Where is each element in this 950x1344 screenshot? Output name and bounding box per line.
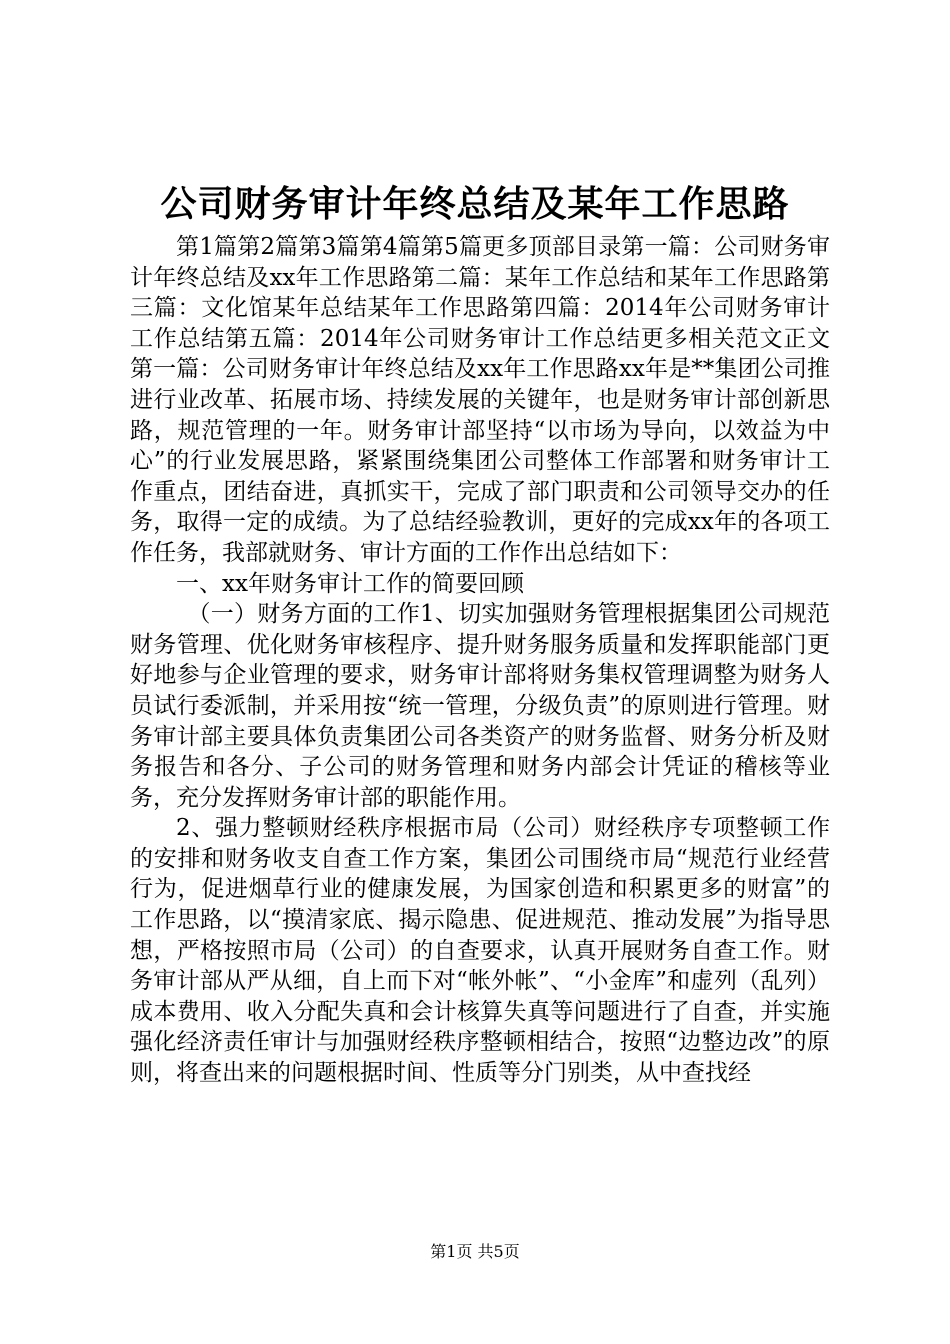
document-body [130, 232, 830, 1089]
paragraph-finance-work: （一）财务方面的工作1、切实加强财务管理根据集团公司规范财务管理、优化财务审核程序、提升财务服务质量和发挥职能部门更好地参与企业管理的要求，财务审计部将财务集权管理调整为财务人员试行委派制，并采用按“统一管理，分级负责”的原则进行管理。财务审计部主要具体负责集团公司各类资产的财务监督、财务分析及财务报告和各分、子公司的财务管理和财务内部会计凭证的稽核等业务，充分发挥财务审计部的职能作用。 [130, 601, 830, 811]
paragraph-intro: 第1篇第2篇第3篇第4篇第5篇更多顶部目录第一篇：公司财务审计年终总结及xx年工作思路第二篇：某年工作总结和某年工作思路第三篇：文化馆某年总结某年工作思路第四篇：2014年公司财务审计工作总结第五篇：2014年公司财务审计工作总结更多相关范文正文第一篇：公司财务审计年终总结及xx年工作思路xx年是**集团公司推进行业改革、拓展市场、持续发展的关键年，也是财务审计部创新思路，规范管理的一年。财务审计部坚持“以市场为导向，以效益为中心”的行业发展思路，紧紧围绕集团公司整体工作部署和财务审计工作重点，团结奋进，真抓实干，完成了部门职责和公司领导交办的任务，取得一定的成绩。为了总结经验教训，更好的完成xx年的各项工作任务，我部就财务、审计方面的工作作出总结如下： [130, 234, 830, 566]
document-title: 公司财务审计年终总结及某年工作思路 [160, 183, 790, 225]
page-footer: 第1页 共5页 [430, 1242, 520, 1261]
paragraph-section-heading: 一、xx年财务审计工作的简要回顾 [176, 570, 524, 597]
paragraph-financial-order: 2、强力整顿财经秩序根据市局（公司）财经秩序专项整顿工作的安排和财务收支自查工作方案，集团公司围绕市局“规范行业经营行为，促进烟草行业的健康发展，为国家创造和积累更多的财富”的工作思路，以“摸清家底、揭示隐患、促进规范、推动发展”为指导思想，严格按照市局（公司）的自查要求，认真开展财务自查工作。财务审计部从严从细，自上而下对“帐外帐”、“小金库”和虚列（乱列）成本费用、收入分配失真和会计核算失真等问题进行了自查，并实施强化经济责任审计与加强财经秩序整顿相结合，按照“边整边改”的原则，将查出来的问题根据时间、性质等分门别类，从中查找经 [130, 815, 830, 1087]
